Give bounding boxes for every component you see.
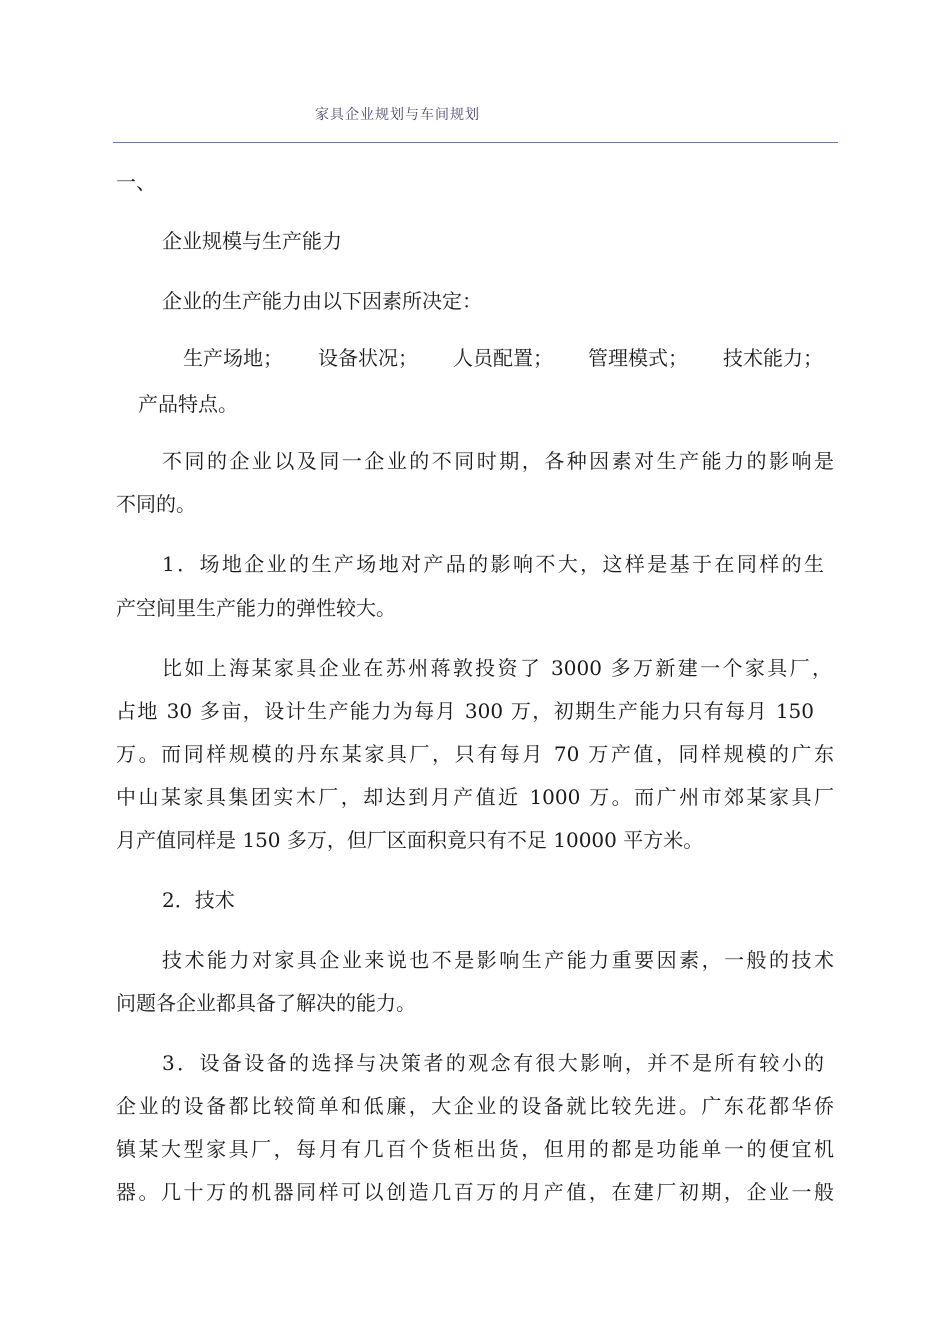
paragraph-line: 3．设备设备的选择与决策者的观念有很大影响，并不是所有较小的 <box>162 1051 824 1075</box>
paragraph-line: 万。而同样规模的丹东某家具厂，只有每月 70 万产值，同样规模的广东 <box>116 742 834 766</box>
paragraph-line: 器。几十万的机器同样可以创造几百万的月产值，在建厂初期，企业一般 <box>116 1180 834 1204</box>
paragraph-line: 企业的设备都比较简单和低廉，大企业的设备就比较先进。广东花都华侨 <box>116 1094 834 1118</box>
subsection-heading: 2．技术 <box>162 888 235 912</box>
header-title: 家具企业规划与车间规划 <box>315 107 480 123</box>
section-number: 一、 <box>116 170 156 194</box>
paragraph-line: 不同的企业以及同一企业的不同时期，各种因素对生产能力的影响是 <box>162 449 834 473</box>
factor-item: 生产场地； <box>183 346 283 370</box>
paragraph-line: 技术能力对家具企业来说也不是影响生产能力重要因素，一般的技术 <box>162 948 834 972</box>
factor-item: 设备状况； <box>318 346 418 370</box>
intro-paragraph: 企业的生产能力由以下因素所决定： <box>162 289 482 313</box>
factor-item: 人员配置； <box>453 346 553 370</box>
factor-item: 管理模式； <box>588 346 688 370</box>
paragraph-line: 产空间里生产能力的弹性较大。 <box>116 596 396 620</box>
factor-item: 产品特点。 <box>138 392 238 416</box>
paragraph-line: 占地 30 多亩，设计生产能力为每月 300 万，初期生产能力只有每月 150 <box>116 699 814 723</box>
paragraph-line: 月产值同样是 150 多万，但厂区面积竟只有不足 10000 平方米。 <box>116 828 704 852</box>
factor-item: 技术能力； <box>723 346 823 370</box>
paragraph-line: 镇某大型家具厂，每月有几百个货柜出货，但用的都是功能单一的便宜机 <box>116 1137 834 1161</box>
header-divider <box>113 142 838 143</box>
paragraph-line: 比如上海某家具企业在苏州蒋敦投资了 3000 多万新建一个家具厂， <box>162 656 832 680</box>
page-header <box>0 0 950 145</box>
paragraph-line: 不同的。 <box>116 492 196 516</box>
section-title: 企业规模与生产能力 <box>162 229 342 253</box>
paragraph-line: 问题各企业都具备了解决的能力。 <box>116 991 416 1015</box>
factor-list <box>183 344 823 372</box>
paragraph-line: 1．场地企业的生产场地对产品的影响不大，这样是基于在同样的生 <box>162 552 824 576</box>
paragraph-line: 中山某家具集团实木厂，却达到月产值近 1000 万。而广州市郊某家具厂 <box>116 785 834 809</box>
